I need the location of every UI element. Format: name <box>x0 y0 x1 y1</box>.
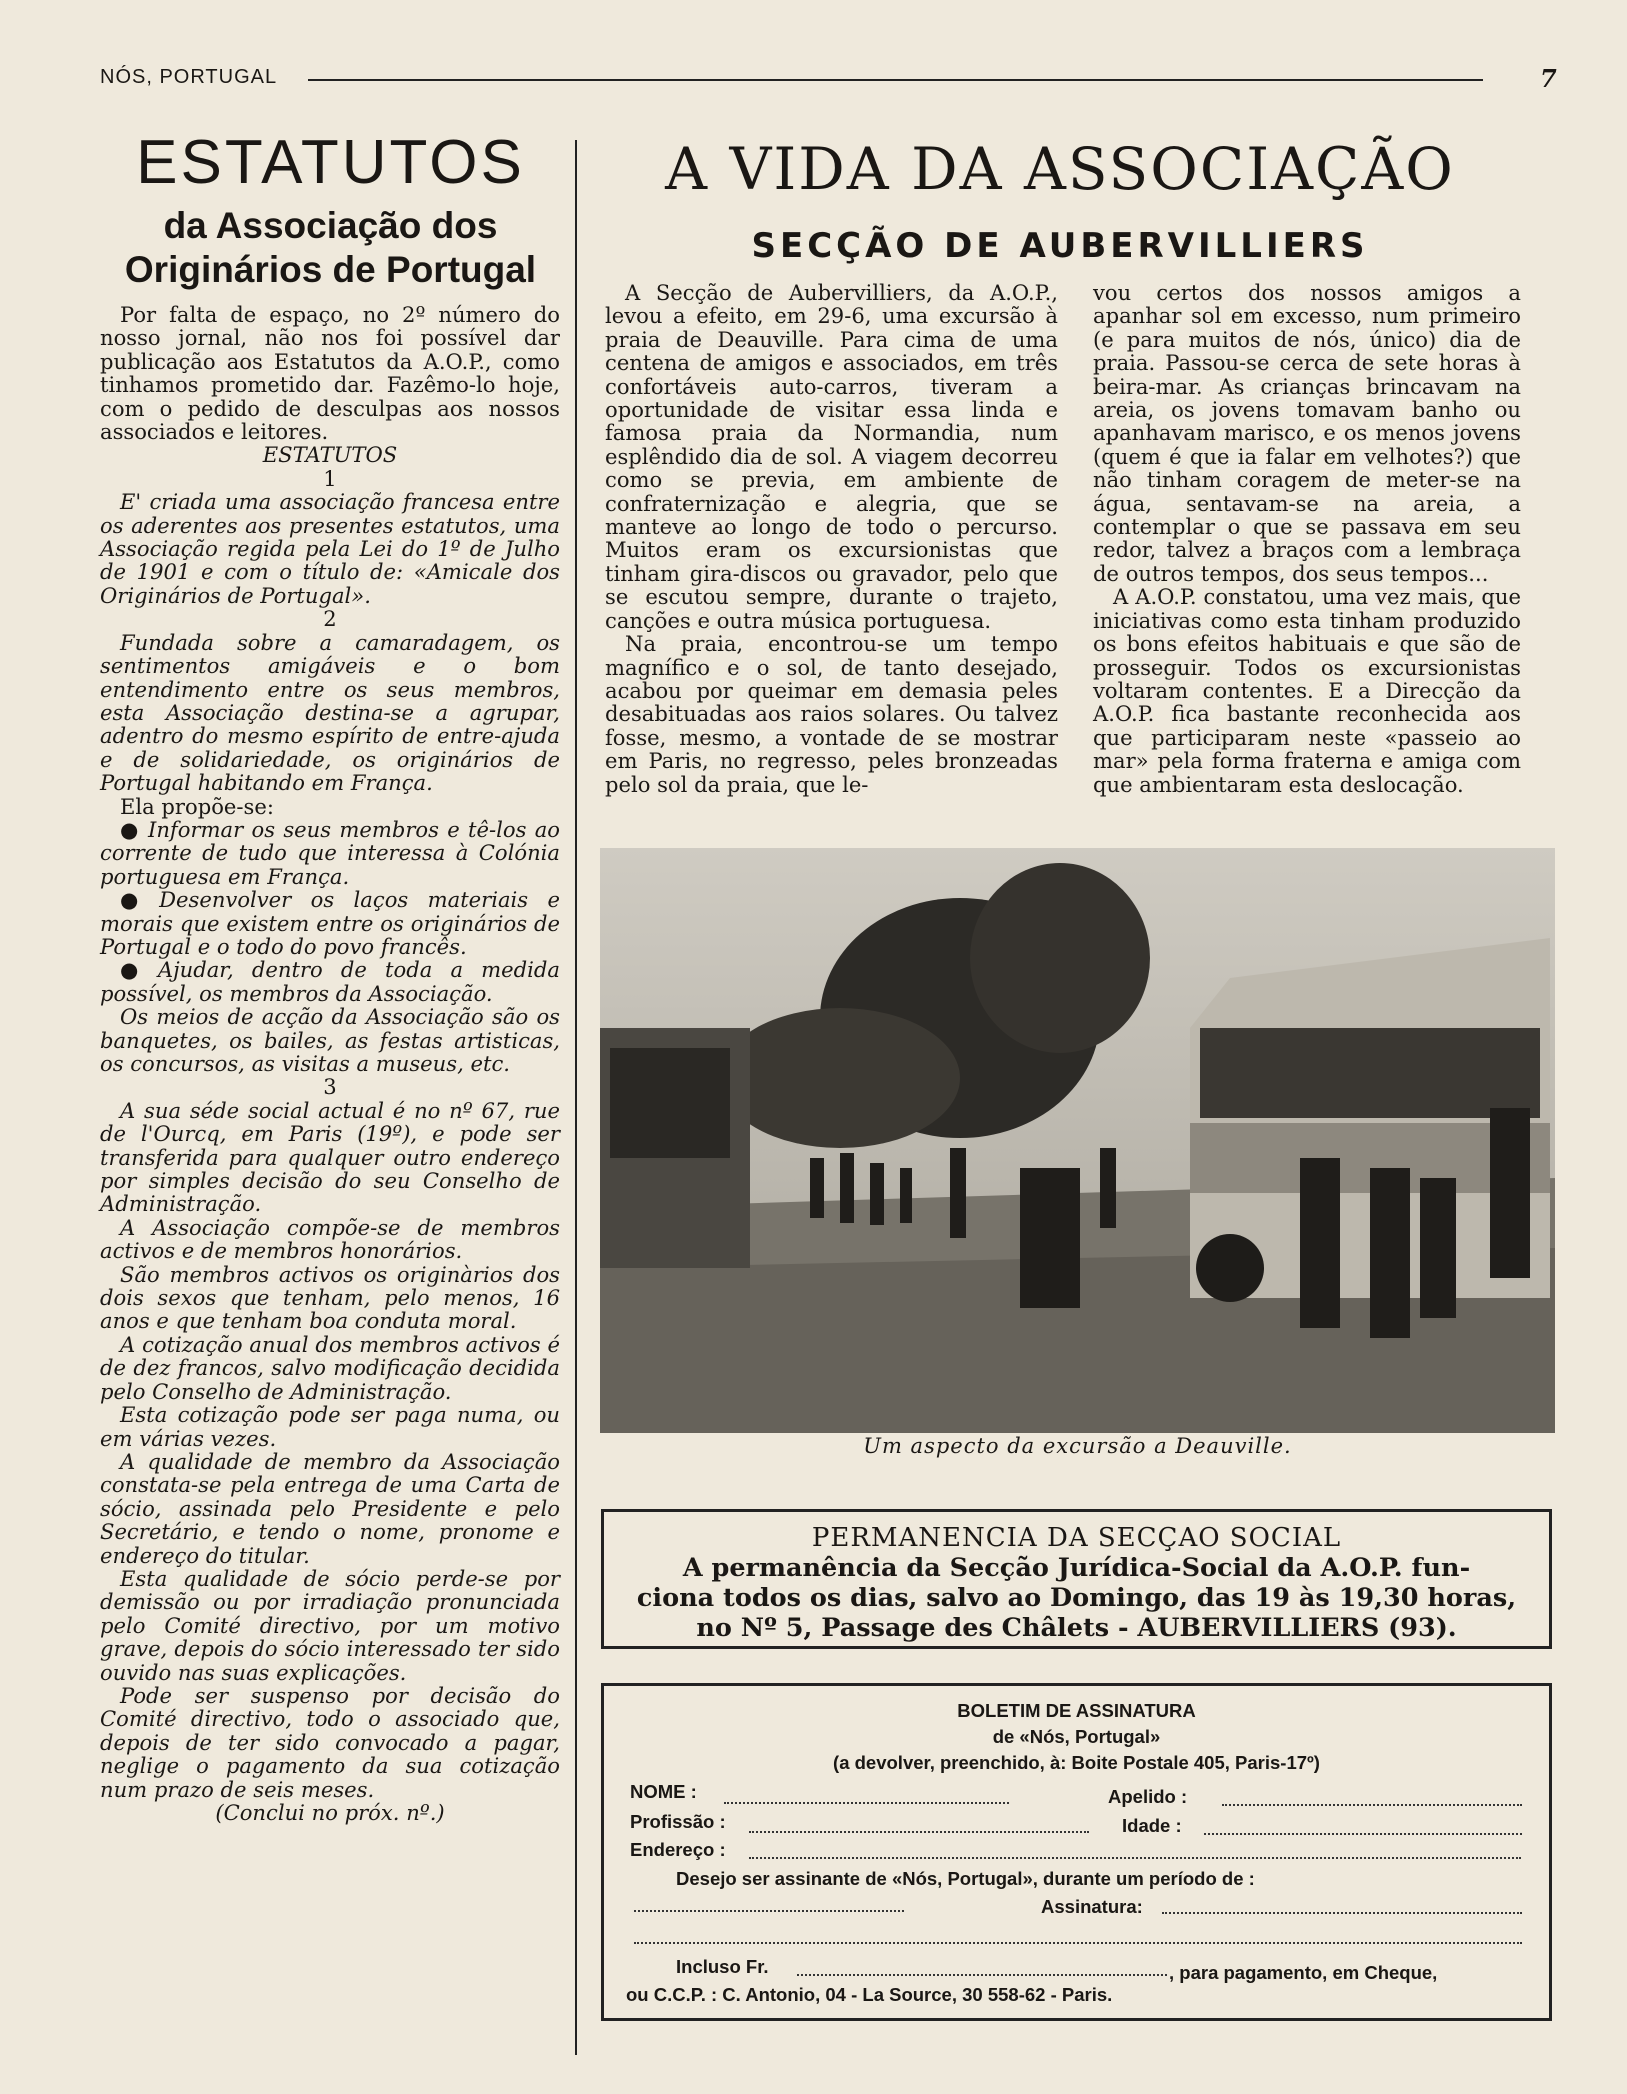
estatutos-body <box>100 303 560 1824</box>
estatutos-paragraph: São membros activos os originàrios dos dois sexos que tenham, pelo menos, 16 anos e que tenham boa conduta moral. <box>100 1261 560 1334</box>
permanencia-box <box>601 1509 1552 1649</box>
estatutos-paragraph: Pode ser suspenso por decisão do Comité directivo, todo o associado que, depois de ter sido convocado a pagar, neglige o pagamento da sua cotização num prazo de seis meses. <box>100 1682 560 1802</box>
estatutos-paragraph: ● Ajudar, dentro de toda a medida possível, os membros da Associação. <box>100 958 560 1005</box>
photo-caption: Um aspecto da excursão a Deauville. <box>863 1434 1292 1458</box>
estatutos-paragraph: Por falta de espaço, no 2º número do nosso jornal, não nos foi possível dar publicação aos Estatutos da A.O.P., como tinhamos prometido dar. Fazêmo-lo hoje, com o pedido de desculpas aos nossos associados e leitores. <box>100 302 560 445</box>
vida-column-1 <box>605 281 1058 796</box>
estatutos-paragraph: A Associação compõe-se de membros activos e de membros honorários. <box>100 1214 560 1264</box>
nome-field[interactable] <box>724 1802 1009 1804</box>
estatutos-paragraph: Ela propõe-se: <box>120 793 274 819</box>
coupon-subtitle: de «Nós, Portugal» <box>992 1726 1161 1747</box>
pagamento-text: , para pagamento, em Cheque, <box>1169 1962 1438 1983</box>
endereco-field[interactable] <box>749 1857 1521 1859</box>
page-number: 7 <box>1540 64 1557 93</box>
nome-label: NOME : <box>630 1781 697 1802</box>
estatutos-paragraph: Os meios de acção da Associação são os banquetes, os bailes, as festas artisticas, os concursos, as visitas a museus, etc. <box>100 1004 560 1076</box>
assinatura-line[interactable] <box>634 1942 1522 1944</box>
estatutos-title: ESTATUTOS <box>136 128 525 197</box>
estatutos-paragraph: 1 <box>323 465 337 491</box>
coupon-title: BOLETIM DE ASSINATURA <box>957 1700 1196 1721</box>
vida-paragraph: A Secção de Aubervilliers, da A.O.P., levou a efeito, em 29-6, uma excursão à praia de Deauville. Para cima de uma centena de amigos e associados, em três confortáveis auto-carros, tiveram a oportunidade de visitar essa linda e famosa praia da Normandia, num esplêndido dia de sol. A viagem decorreu como se previa, em ambiente de confraternização e alegria, que se manteve ao longo de todo o percurso. Muitos eram os excursionistas que tinham gira-discos ou gravador, pelo que se escutou sempre, durante o trajeto, canções e outra música portuguesa. <box>605 280 1058 633</box>
permanencia-line-1: A permanência da Secção Jurídica-Social da A.O.P. fun- <box>682 1552 1471 1583</box>
valor-field[interactable] <box>797 1974 1167 1976</box>
periodo-label: Desejo ser assinante de «Nós, Portugal», durante um período de : <box>676 1868 1255 1889</box>
ccp-text: ou C.C.P. : C. Antonio, 04 - La Source, 30 558-62 - Paris. <box>626 1984 1113 2005</box>
estatutos-paragraph: 2 <box>323 606 337 632</box>
idade-field[interactable] <box>1204 1833 1522 1835</box>
vida-paragraph: A A.O.P. constatou, uma vez mais, que iniciativas como esta tinham produzido os bons efeitos habituais e que são de prosseguir. Todos os excursionistas voltaram contentes. E a Direcção da A.O.P. fica bastante reconhecida aos que participaram neste «passeio ao mar» pela forma fraterna e amiga com que ambientaram esta deslocação. <box>1093 584 1521 797</box>
newspaper-name: NÓS, PORTUGAL <box>100 66 278 88</box>
estatutos-paragraph: Esta qualidade de sócio perde-se por demissão ou por irradiação pronunciada pelo Comité directivo, por um motivo grave, depois do sócio interessado ter sido ouvido nas suas explicações. <box>100 1565 560 1685</box>
vida-paragraph: Na praia, encontrou-se um tempo magnífico e o sol, de tanto desejado, acabou por queimar em demasia peles desabituadas aos raios solares. Ou talvez fosse, mesmo, a vontade de se mostrar em Paris, no regresso, peles bronzeadas pelo sol da praia, que le- <box>605 631 1058 797</box>
estatutos-paragraph: ESTATUTOS <box>262 442 398 468</box>
header-rule <box>308 79 1483 81</box>
vida-column-2 <box>1093 281 1521 796</box>
apelido-label: Apelido : <box>1108 1786 1188 1807</box>
coupon-instruction: (a devolver, preenchido, à: Boite Postale 405, Paris-17º) <box>833 1752 1320 1773</box>
subscription-coupon <box>601 1683 1552 2021</box>
estatutos-paragraph: Esta cotização pode ser paga numa, ou em várias vezes. <box>100 1402 560 1451</box>
vida-paragraph: vou certos dos nossos amigos a apanhar sol em excesso, num primeiro (e para muitos de nós, único) dia de praia. Passou-se cerca de sete horas à beira-mar. As crianças brincavam na areia, os jovens tomavam banho ou apanhavam marisco, e os menos jovens (quem é que ia falar em velhotes?) que não tinham coragem de meter-se na água, sentavam-se na areia, a contemplar o que se passava em seu redor, talvez a braços com a lembraça de outros tempos, dos seus tempos... <box>1093 280 1521 586</box>
profissao-field[interactable] <box>749 1831 1089 1833</box>
estatutos-paragraph: ● Informar os seus membros e tê-los ao corrente de tudo que interessa à Colónia portuguesa em França. <box>100 818 560 888</box>
estatutos-paragraph: (Conclui no próx. nº.) <box>215 1800 445 1825</box>
estatutos-paragraph: ● Desenvolver os laços materiais e morais que existem entre os originários de Portugal e o todo do povo francês. <box>100 888 560 958</box>
apelido-field[interactable] <box>1222 1804 1522 1806</box>
profissao-label: Profissão : <box>630 1811 726 1832</box>
periodo-field[interactable] <box>634 1910 904 1912</box>
excursion-photo <box>600 848 1555 1433</box>
permanencia-title: PERMANENCIA DA SECÇAO SOCIAL <box>811 1523 1342 1553</box>
estatutos-paragraph: A qualidade de membro da Associação constata-se pela entrega de uma Carta de sócio, assinada pelo Presidente e pelo Secretário, e tendo o nome, pronome e endereço do titular. <box>100 1448 560 1568</box>
idade-label: Idade : <box>1122 1815 1182 1836</box>
column-divider <box>575 140 577 2055</box>
estatutos-subtitle-2: Originários de Portugal <box>124 249 537 290</box>
estatutos-paragraph: E' criada uma associação francesa entre os aderentes aos presentes estatutos, uma Associação regida pela Lei do 1º de Julho de 1901 e com o título de: «Amicale dos Originários de Portugal». <box>100 489 560 608</box>
incluso-label: Incluso Fr. <box>676 1956 769 1977</box>
assinatura-label: Assinatura: <box>1041 1896 1143 1917</box>
vida-title: A VIDA DA ASSOCIAÇÃO <box>665 135 1455 203</box>
assinatura-field[interactable] <box>1162 1912 1522 1914</box>
estatutos-paragraph: A cotização anual dos membros activos é de dez francos, salvo modificação decidida pelo Conselho de Administração. <box>100 1331 560 1404</box>
estatutos-subtitle-1: da Associação dos <box>163 205 498 246</box>
permanencia-line-3: no Nº 5, Passage des Châlets - AUBERVILLIERS (93). <box>696 1612 1457 1643</box>
endereco-label: Endereço : <box>630 1839 726 1860</box>
estatutos-paragraph: Fundada sobre a camaradagem, os sentimentos amigáveis e o bom entendimento entre os seus membros, esta Associação destina-se a agrupar, adentro do mesmo espírito de entre-ajuda e de solidariedade, os originários de Portugal habitando em França. <box>100 629 560 796</box>
estatutos-paragraph: 3 <box>323 1074 337 1100</box>
permanencia-line-2: ciona todos os dias, salvo ao Domingo, das 19 às 19,30 horas, <box>636 1582 1517 1613</box>
seccao-title: SECÇÃO DE AUBERVILLIERS <box>751 226 1369 266</box>
estatutos-paragraph: A sua séde social actual é no nº 67, rue de l'Ourcq, em Paris (19º), e pode ser transferida para qualquer outro endereço por simples decisão do seu Conselho de Administração. <box>100 1097 560 1217</box>
